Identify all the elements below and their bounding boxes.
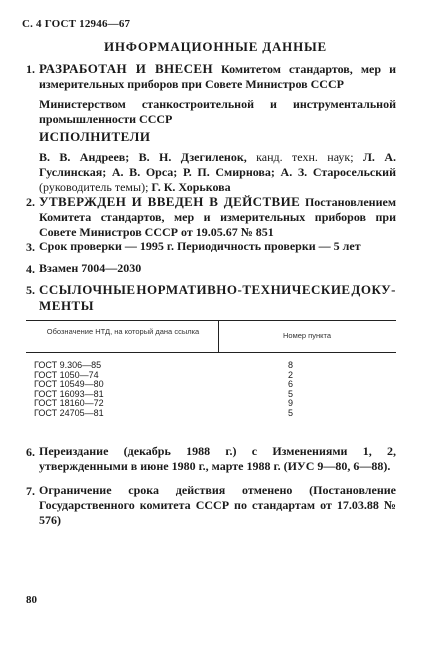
table-row-item-number: 5 — [288, 407, 294, 418]
item-2-heading: УТВЕРЖДЕН И ВВЕДЕН В ДЕЙСТВИЕ — [39, 194, 301, 209]
table-item-column — [288, 361, 293, 419]
table-col-2-header: Номер пункта — [282, 331, 331, 340]
performers-part-1: В. В. Андреев; В. Н. Дзегиленок, — [39, 150, 247, 164]
table-row-item-number: 2 — [288, 369, 294, 380]
page-header: С. 4 ГОСТ 12946—67 — [22, 18, 131, 30]
table-col-1-header: Обозначение НТД, на который дана ссылка — [46, 327, 200, 336]
performers-part-2: Л. А. Гуслинская; А. В. Орса; Р. П. Смирнова; А. З. Старосельский — [39, 150, 396, 179]
item-5-heading — [39, 282, 396, 314]
item-4-number: 4. — [26, 262, 35, 276]
table-doc-column — [34, 361, 104, 419]
table-row-item-number: 8 — [288, 360, 294, 370]
item-5-number: 5. — [26, 283, 35, 297]
table-row-item-number: 5 — [288, 388, 294, 399]
table-header-divider — [218, 320, 219, 352]
performers-part-1-title: канд. техн. наук; — [246, 150, 354, 164]
item-1-text: Комитетом стандартов, мер и измерительных приборов при Совете Министров СССР — [39, 62, 396, 91]
ministry-text: Министерством станкостроительной и инструментальной промышленности СССР — [39, 97, 396, 126]
table-row-doc: ГОСТ 9.306—85 — [34, 360, 102, 370]
table-row-item-number: 9 — [288, 398, 294, 409]
table-row-item-number: 6 — [288, 379, 294, 390]
item-2-number: 2. — [26, 195, 35, 209]
item-1 — [39, 61, 396, 92]
item-6-text: Переиздание (декабрь 1988 г.) с Изменениями 1, 2, утвержденными в июне 1980 г., марте 1988 г. (ИУС 9—80, 6—88). — [39, 444, 396, 473]
item-5-heading-line-2: МЕНТЫ — [39, 298, 94, 313]
item-1-heading: РАЗРАБОТАН И ВНЕСЕН — [39, 61, 213, 76]
performers-part-2-role: (руководитель темы); — [39, 180, 149, 194]
performers-part-3: Г. К. Хорькова — [148, 180, 231, 194]
table-row-doc: ГОСТ 24705—81 — [34, 407, 104, 418]
page-title: ИНФОРМАЦИОННЫЕ ДАННЫЕ — [103, 39, 328, 54]
item-6-number: 6. — [26, 445, 35, 459]
performers-heading: ИСПОЛНИТЕЛИ — [39, 129, 151, 144]
item-5-heading-word-2: НОРМАТИВНО-ТЕХНИЧЕСКИЕ — [136, 282, 351, 297]
table-row-doc: ГОСТ 10549—80 — [34, 379, 104, 390]
item-4-text: Взамен 7004—2030 — [39, 261, 142, 275]
item-5-heading-word-3: ДОКУ- — [351, 282, 396, 297]
page-number: 80 — [26, 594, 37, 606]
item-5-heading-word-1: ССЫЛОЧНЫЕ — [39, 282, 136, 297]
table-row-doc: ГОСТ 16093—81 — [34, 388, 104, 399]
table-header-rule — [26, 352, 396, 353]
item-1-number: 1. — [26, 62, 35, 76]
table-top-rule — [26, 320, 396, 321]
table-row-doc: ГОСТ 18160—72 — [34, 398, 104, 409]
item-2-text: Постановлением Комитета стандартов, мер и измерительных приборов при Совете Министров СССР от 19.05.67 № 851 — [39, 195, 396, 239]
table-row-doc: ГОСТ 1050—74 — [34, 369, 99, 380]
item-2 — [39, 194, 396, 240]
item-3-number: 3. — [26, 240, 35, 254]
item-3-text: Срок проверки — 1995 г. Периодичность проверки — 5 лет — [39, 239, 361, 253]
item-7-text: Ограничение срока действия отменено (Постановление Государственного комитета СССР по стандартам от 17.03.88 № 576) — [39, 483, 396, 527]
performers-list — [39, 150, 396, 195]
item-7-number: 7. — [26, 484, 35, 498]
